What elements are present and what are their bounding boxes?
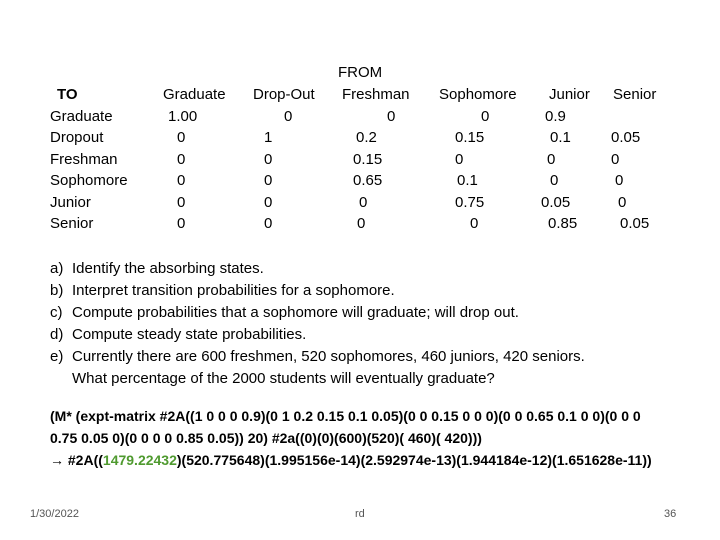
- question-list: [50, 258, 585, 390]
- col-header-senior: Senior: [613, 86, 657, 103]
- question-item: [50, 302, 585, 324]
- question-item: [50, 324, 585, 346]
- matrix-cell: 0: [387, 108, 396, 125]
- matrix-cell: 0: [284, 108, 293, 125]
- matrix-cell: 0: [177, 194, 186, 211]
- matrix-cell: 0: [357, 215, 366, 232]
- matrix-cell: 0.1: [550, 129, 571, 146]
- footer-center: rd: [355, 508, 365, 520]
- col-header-junior: Junior: [549, 86, 590, 103]
- question-marker: a): [50, 260, 64, 277]
- question-text: Currently there are 600 freshmen, 520 sophomores, 460 juniors, 420 seniors.: [72, 348, 585, 365]
- row-label-senior: Senior: [50, 215, 94, 232]
- matrix-cell: 0.15: [455, 129, 485, 146]
- matrix-cell: 0: [177, 129, 186, 146]
- question-e-continuation: What percentage of the 2000 students will eventually graduate?: [72, 370, 495, 387]
- matrix-cell: 0: [177, 151, 186, 168]
- matrix-cell: 0: [550, 172, 559, 189]
- matrix-cell: 0.05: [541, 194, 571, 211]
- col-header-dropout: Drop-Out: [253, 86, 315, 103]
- matrix-cell: 0.05: [620, 215, 650, 232]
- question-marker: c): [50, 304, 63, 321]
- col-header-graduate: Graduate: [163, 86, 226, 103]
- footer-date: 1/30/2022: [30, 508, 79, 520]
- matrix-cell: 0: [470, 215, 479, 232]
- row-label-freshman: Freshman: [50, 151, 118, 168]
- question-marker: e): [50, 348, 64, 365]
- question-text: Identify the absorbing states.: [72, 260, 264, 277]
- matrix-cell: 0.15: [353, 151, 383, 168]
- matrix-cell: 1: [264, 129, 273, 146]
- to-label: TO: [57, 86, 78, 103]
- question-item: [50, 280, 585, 302]
- lisp-result-open: #2A((: [64, 452, 103, 468]
- matrix-cell: 0: [177, 215, 186, 232]
- matrix-cell: 0: [264, 172, 273, 189]
- lisp-result-rest: )(520.775648)(1.995156e-14)(2.592974e-13)(1.944184e-12)(1.651628e-11)): [176, 452, 652, 468]
- col-header-sophomore: Sophomore: [439, 86, 517, 103]
- matrix-cell: 0: [615, 172, 624, 189]
- matrix-cell: 0: [264, 151, 273, 168]
- page-number: 36: [664, 508, 677, 520]
- row-label-dropout: Dropout: [50, 129, 104, 146]
- matrix-cell: 0: [611, 151, 620, 168]
- matrix-cell: 0: [264, 194, 273, 211]
- row-label-sophomore: Sophomore: [50, 172, 128, 189]
- matrix-cell: 1.00: [168, 108, 198, 125]
- arrow-icon: →: [50, 452, 64, 468]
- matrix-cell: 0.05: [611, 129, 641, 146]
- matrix-cell: 0.75: [455, 194, 485, 211]
- lisp-expression: (M* (expt-matrix #2A((1 0 0 0 0.9)(0 1 0.2 0.15 0.1 0.05)(0 0 0.15 0 0 0)(0 0 0.65 0.1 0 0)(0 0 0 0.75 0.05 0)(0 0 0 0 0.85 0.05)) 20) #2a((0)(0)(600)(520)( 460)( 420))): [50, 408, 641, 446]
- from-label: FROM: [338, 64, 383, 81]
- matrix-cell: 0: [618, 194, 627, 211]
- matrix-cell: 0.1: [457, 172, 478, 189]
- col-header-freshman: Freshman: [342, 86, 410, 103]
- lisp-result-highlight: 1479.22432: [102, 452, 177, 468]
- matrix-cell: 0: [455, 151, 464, 168]
- question-item: [50, 346, 585, 368]
- question-item: [50, 258, 585, 280]
- question-text: Interpret transition probabilities for a sophomore.: [72, 282, 395, 299]
- matrix-cell: 0: [359, 194, 368, 211]
- question-marker: d): [50, 326, 64, 343]
- matrix-cell: 0.65: [353, 172, 383, 189]
- matrix-cell: 0: [177, 172, 186, 189]
- row-label-junior: Junior: [50, 194, 91, 211]
- matrix-cell: 0.9: [545, 108, 566, 125]
- matrix-cell: 0: [264, 215, 273, 232]
- question-text: Compute steady state probabilities.: [72, 326, 307, 343]
- question-marker: b): [50, 282, 64, 299]
- row-label-graduate: Graduate: [50, 108, 113, 125]
- matrix-cell: 0.85: [548, 215, 578, 232]
- matrix-cell: 0: [547, 151, 556, 168]
- matrix-cell: 0: [481, 108, 490, 125]
- lisp-code-block: [50, 405, 670, 471]
- question-text: Compute probabilities that a sophomore will graduate; will drop out.: [72, 304, 519, 321]
- matrix-cell: 0.2: [356, 129, 377, 146]
